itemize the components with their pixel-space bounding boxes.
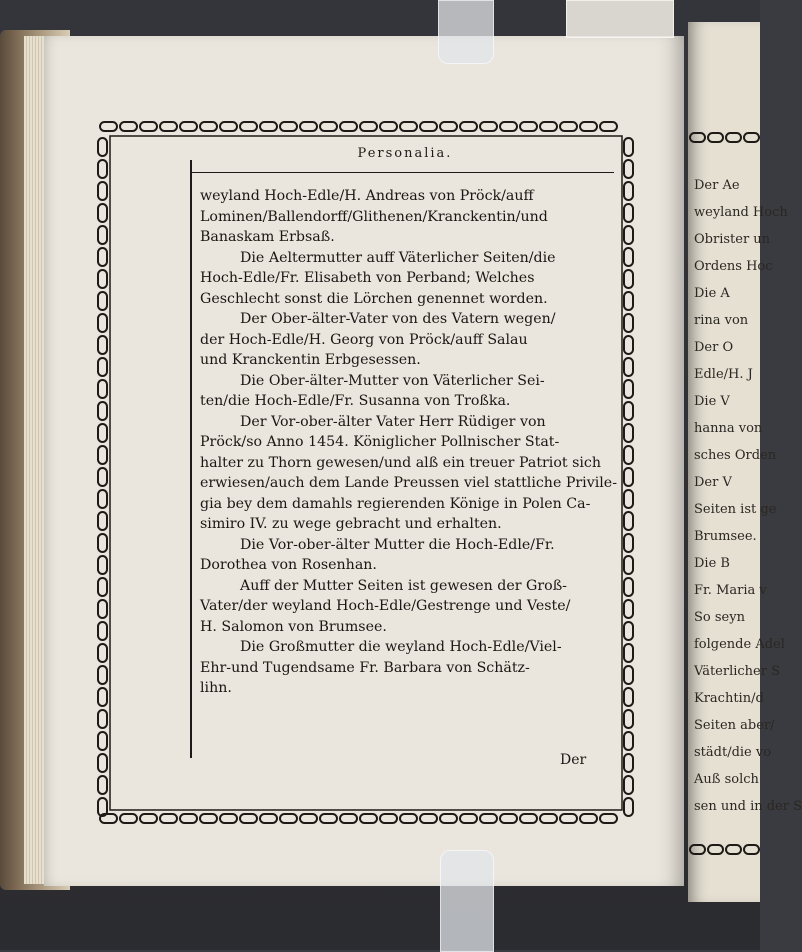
- text-line: lihn.: [200, 680, 232, 696]
- facing-text-fragment: Die A: [694, 286, 730, 301]
- facing-text-fragment: weyland Hoch: [694, 205, 788, 220]
- facing-text-fragment: folgende Adel: [694, 637, 785, 652]
- text-line: der Hoch-Edle/H. Georg von Pröck/auff Salau: [200, 331, 528, 348]
- text-line: erwiesen/auch dem Lande Preussen viel stattliche Privile-: [200, 475, 618, 491]
- facing-text-fragment: Ordens Hoc: [694, 259, 773, 274]
- facing-text-fragment: Seiten ist ge: [694, 502, 777, 517]
- facing-text-fragment: Obrister un: [694, 232, 771, 247]
- catchword: Der: [560, 752, 587, 768]
- facing-text-fragment: städt/die vo: [694, 745, 772, 760]
- facing-text-fragment: hanna von: [694, 421, 763, 436]
- inner-rule-top: [192, 172, 614, 173]
- facing-text-fragment: So seyn: [694, 610, 745, 625]
- text-line: ten/die Hoch-Edle/Fr. Susanna von Troßka.: [200, 393, 511, 409]
- text-line: simiro IV. zu wege gebracht und erhalten.: [200, 516, 502, 532]
- facing-text-fragment: Der V: [694, 475, 732, 490]
- text-line: Pröck/so Anno 1454. Königlicher Pollnischer Stat-: [200, 434, 560, 450]
- text-line: Hoch-Edle/Fr. Elisabeth von Perband; Welches: [200, 270, 535, 286]
- scan-clip-top: [438, 0, 494, 64]
- facing-text-fragment: Fr. Maria v: [694, 583, 767, 598]
- facing-text-fragment: rina von: [694, 313, 749, 328]
- facing-page-border: [688, 130, 760, 146]
- scan-clip-corner: [566, 0, 674, 38]
- text-line: Der Vor-ober-älter Vater Herr Rüdiger von: [240, 413, 546, 430]
- facing-text-fragment: Edle/H. J: [694, 367, 753, 382]
- facing-text-fragment: Die B: [694, 556, 730, 571]
- inner-rule-left: [190, 160, 192, 758]
- facing-text-fragment: Der O: [694, 340, 734, 355]
- running-head: Personalia.: [357, 146, 453, 161]
- text-line: Banaskam Erbsaß.: [200, 229, 335, 245]
- facing-text-fragment: Der Ae: [694, 178, 740, 193]
- facing-text-fragment: Seiten aber/: [694, 718, 775, 733]
- text-line: Vater/der weyland Hoch-Edle/Gestrenge und Veste/: [200, 598, 571, 614]
- text-line: Geschlecht sonst die Lörchen genennet worden.: [200, 290, 548, 307]
- facing-page-border: [688, 842, 760, 858]
- text-line: Die Großmutter die weyland Hoch-Edle/Viel-: [240, 639, 562, 655]
- text-line: Die Ober-älter-Mutter von Väterlicher Sei-: [240, 372, 545, 389]
- text-line: Der Ober-älter-Vater von des Vatern wegen/: [240, 311, 556, 327]
- text-line: gia bey dem damahls regierenden Könige in Polen Ca-: [200, 495, 591, 512]
- facing-text-fragment: Die V: [694, 394, 730, 409]
- text-line: und Kranckentin Erbgesessen.: [200, 352, 421, 368]
- facing-text-fragment: sen und in der S: [694, 799, 802, 814]
- facing-text-fragment: Väterlicher S: [694, 664, 780, 679]
- text-line: Ehr-und Tugendsame Fr. Barbara von Schätz-: [200, 659, 530, 676]
- text-line: halter zu Thorn gewesen/und alß ein treuer Patriot sich: [200, 454, 602, 471]
- facing-text-fragment: Auß solch: [694, 772, 759, 787]
- facing-page: [688, 22, 802, 902]
- facing-text-fragment: Krachtin/d: [694, 691, 764, 706]
- facing-text-fragment: sches Orden: [694, 448, 777, 463]
- text-line: Auff der Mutter Seiten ist gewesen der Groß-: [240, 577, 567, 594]
- text-line: Die Aeltermutter auff Väterlicher Seiten/die: [240, 249, 556, 266]
- scan-clip-bottom: [440, 850, 494, 952]
- text-line: Die Vor-ober-älter Mutter die Hoch-Edle/Fr.: [240, 536, 555, 553]
- text-line: Dorothea von Rosenhan.: [200, 557, 377, 573]
- body-text: [200, 186, 618, 699]
- text-line: H. Salomon von Brumsee.: [200, 618, 387, 635]
- text-line: Lominen/Ballendorff/Glithenen/Kranckentin/und: [200, 208, 548, 225]
- text-line: weyland Hoch-Edle/H. Andreas von Pröck/auff: [200, 188, 534, 204]
- facing-text-fragment: Brumsee.: [694, 529, 757, 544]
